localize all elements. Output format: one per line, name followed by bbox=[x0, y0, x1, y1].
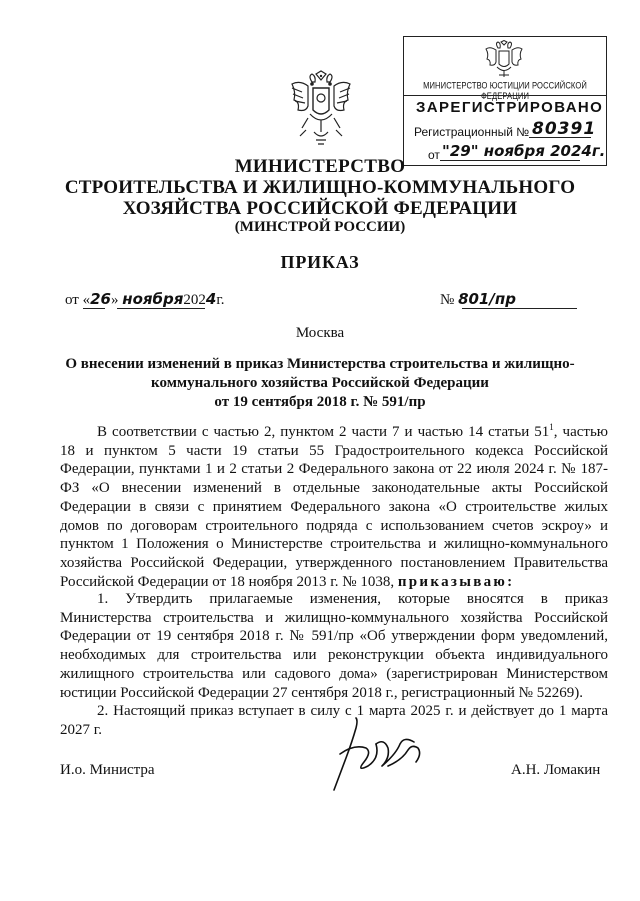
order-number-underline bbox=[462, 308, 577, 309]
order-number-value: 801/пр bbox=[458, 290, 516, 308]
stamp-registration-label: Регистрационный № bbox=[414, 125, 530, 139]
stamp-registration-underline bbox=[529, 137, 591, 138]
stamp-registration-number: 80391 bbox=[532, 119, 597, 139]
stamp-emblem-icon bbox=[484, 40, 524, 80]
ministry-abbreviation: (МИНСТРОЙ РОССИИ) bbox=[234, 219, 406, 235]
order-date-year-prefix: 202 bbox=[183, 292, 206, 308]
order-date-month: ноября bbox=[122, 290, 184, 308]
order-title-line3: от 19 сентября 2018 г. № 591/пр bbox=[214, 394, 426, 410]
stamp-date-value: "29" ноября 2024г. bbox=[442, 142, 606, 160]
clause-1-paragraph: 1. Утвердить прилагаемые изменения, которые вносятся в приказ Министерства строительства и жилищно-коммунального хозяйства Российской Федерации от 19 сентября 2018 г. № 591/пр «Об утверждении форм уведомлений, необходимых для строительства или реконструкции объекта индивидуального жилищного строительства или садового дома» (зарегистрирован Министерством юстиции Российской Федерации 27 сентября 2018 г., регистрационный № 52269). bbox=[60, 591, 608, 701]
clause-2-paragraph: 2. Настоящий приказ вступает в силу с 1 марта 2025 г. и действует до 1 марта 2027 г. bbox=[60, 703, 608, 738]
city-name: Москва bbox=[295, 325, 345, 341]
signatory-position: И.о. Министра bbox=[60, 762, 155, 778]
order-date-day: 26 bbox=[90, 290, 111, 308]
order-day-underline bbox=[83, 308, 105, 309]
order-number-prefix: № bbox=[440, 292, 455, 308]
signatory-name: А.Н. Ломакин bbox=[511, 762, 601, 778]
stamp-ministry-name: МИНИСТЕРСТВО ЮСТИЦИИ РОССИЙСКОЙ ФЕДЕРАЦИИ bbox=[423, 80, 587, 102]
preamble-paragraph bbox=[60, 423, 608, 591]
order-title bbox=[60, 355, 580, 412]
ministry-header-line3: ХОЗЯЙСТВА РОССИЙСКОЙ ФЕДЕРАЦИИ bbox=[122, 198, 518, 219]
stamp-divider bbox=[404, 95, 606, 96]
stamp-date-prefix: от bbox=[428, 148, 440, 162]
order-title-line1: О внесении изменений в приказ Министерства строительства и жилищно- bbox=[65, 356, 575, 372]
order-month-underline bbox=[117, 308, 205, 309]
coat-of-arms-emblem bbox=[288, 70, 354, 148]
order-number bbox=[440, 290, 580, 309]
document-type-title: ПРИКАЗ bbox=[280, 252, 360, 272]
order-date-end: г. bbox=[216, 292, 225, 308]
order-title-line2: коммунального хозяйства Российской Федерации bbox=[151, 375, 489, 391]
order-date-prefix: от « bbox=[65, 292, 91, 308]
order-date bbox=[65, 290, 225, 309]
registration-stamp bbox=[403, 36, 607, 166]
ministry-header-line1: МИНИСТЕРСТВО bbox=[234, 156, 406, 177]
order-date-mid: » bbox=[110, 292, 119, 308]
preamble-superscript: 1 bbox=[549, 422, 554, 432]
preamble-text-b: , частью 18 и пунктом 5 части 19 статьи 55 Градостроительного кодекса Российской Федерации, пунктами 1 и 2 статьи 2 Федерального закона от 22 июля 2024 г. № 187-ФЗ «О внесении изменений в отдельные законодательные акты Российской Федерации в связи с принятием Федерального закона «О строительстве жилых домов по договорам строительного подряда с использованием счетов эскроу» и пунктом 1 Положения о Министерстве строительства и жилищно-коммунального хозяйства Российской Федерации, утвержденного постановлением Правительства Российской Федерации от 18 ноября 2013 г. № 1038, bbox=[60, 424, 608, 590]
ministry-header-line2: СТРОИТЕЛЬСТВА И ЖИЛИЩНО-КОММУНАЛЬНОГО bbox=[64, 177, 576, 198]
order-date-year-suffix: 4 bbox=[205, 290, 217, 308]
order-keyword: приказываю: bbox=[397, 573, 515, 590]
preamble-text-a: В соответствии с частью 2, пунктом 2 части 7 и частью 14 статьи 51 bbox=[97, 424, 550, 440]
stamp-registration-row bbox=[414, 119, 597, 139]
handwritten-signature bbox=[326, 714, 434, 792]
stamp-registered-label: ЗАРЕГИСТРИРОВАНО bbox=[416, 99, 604, 116]
